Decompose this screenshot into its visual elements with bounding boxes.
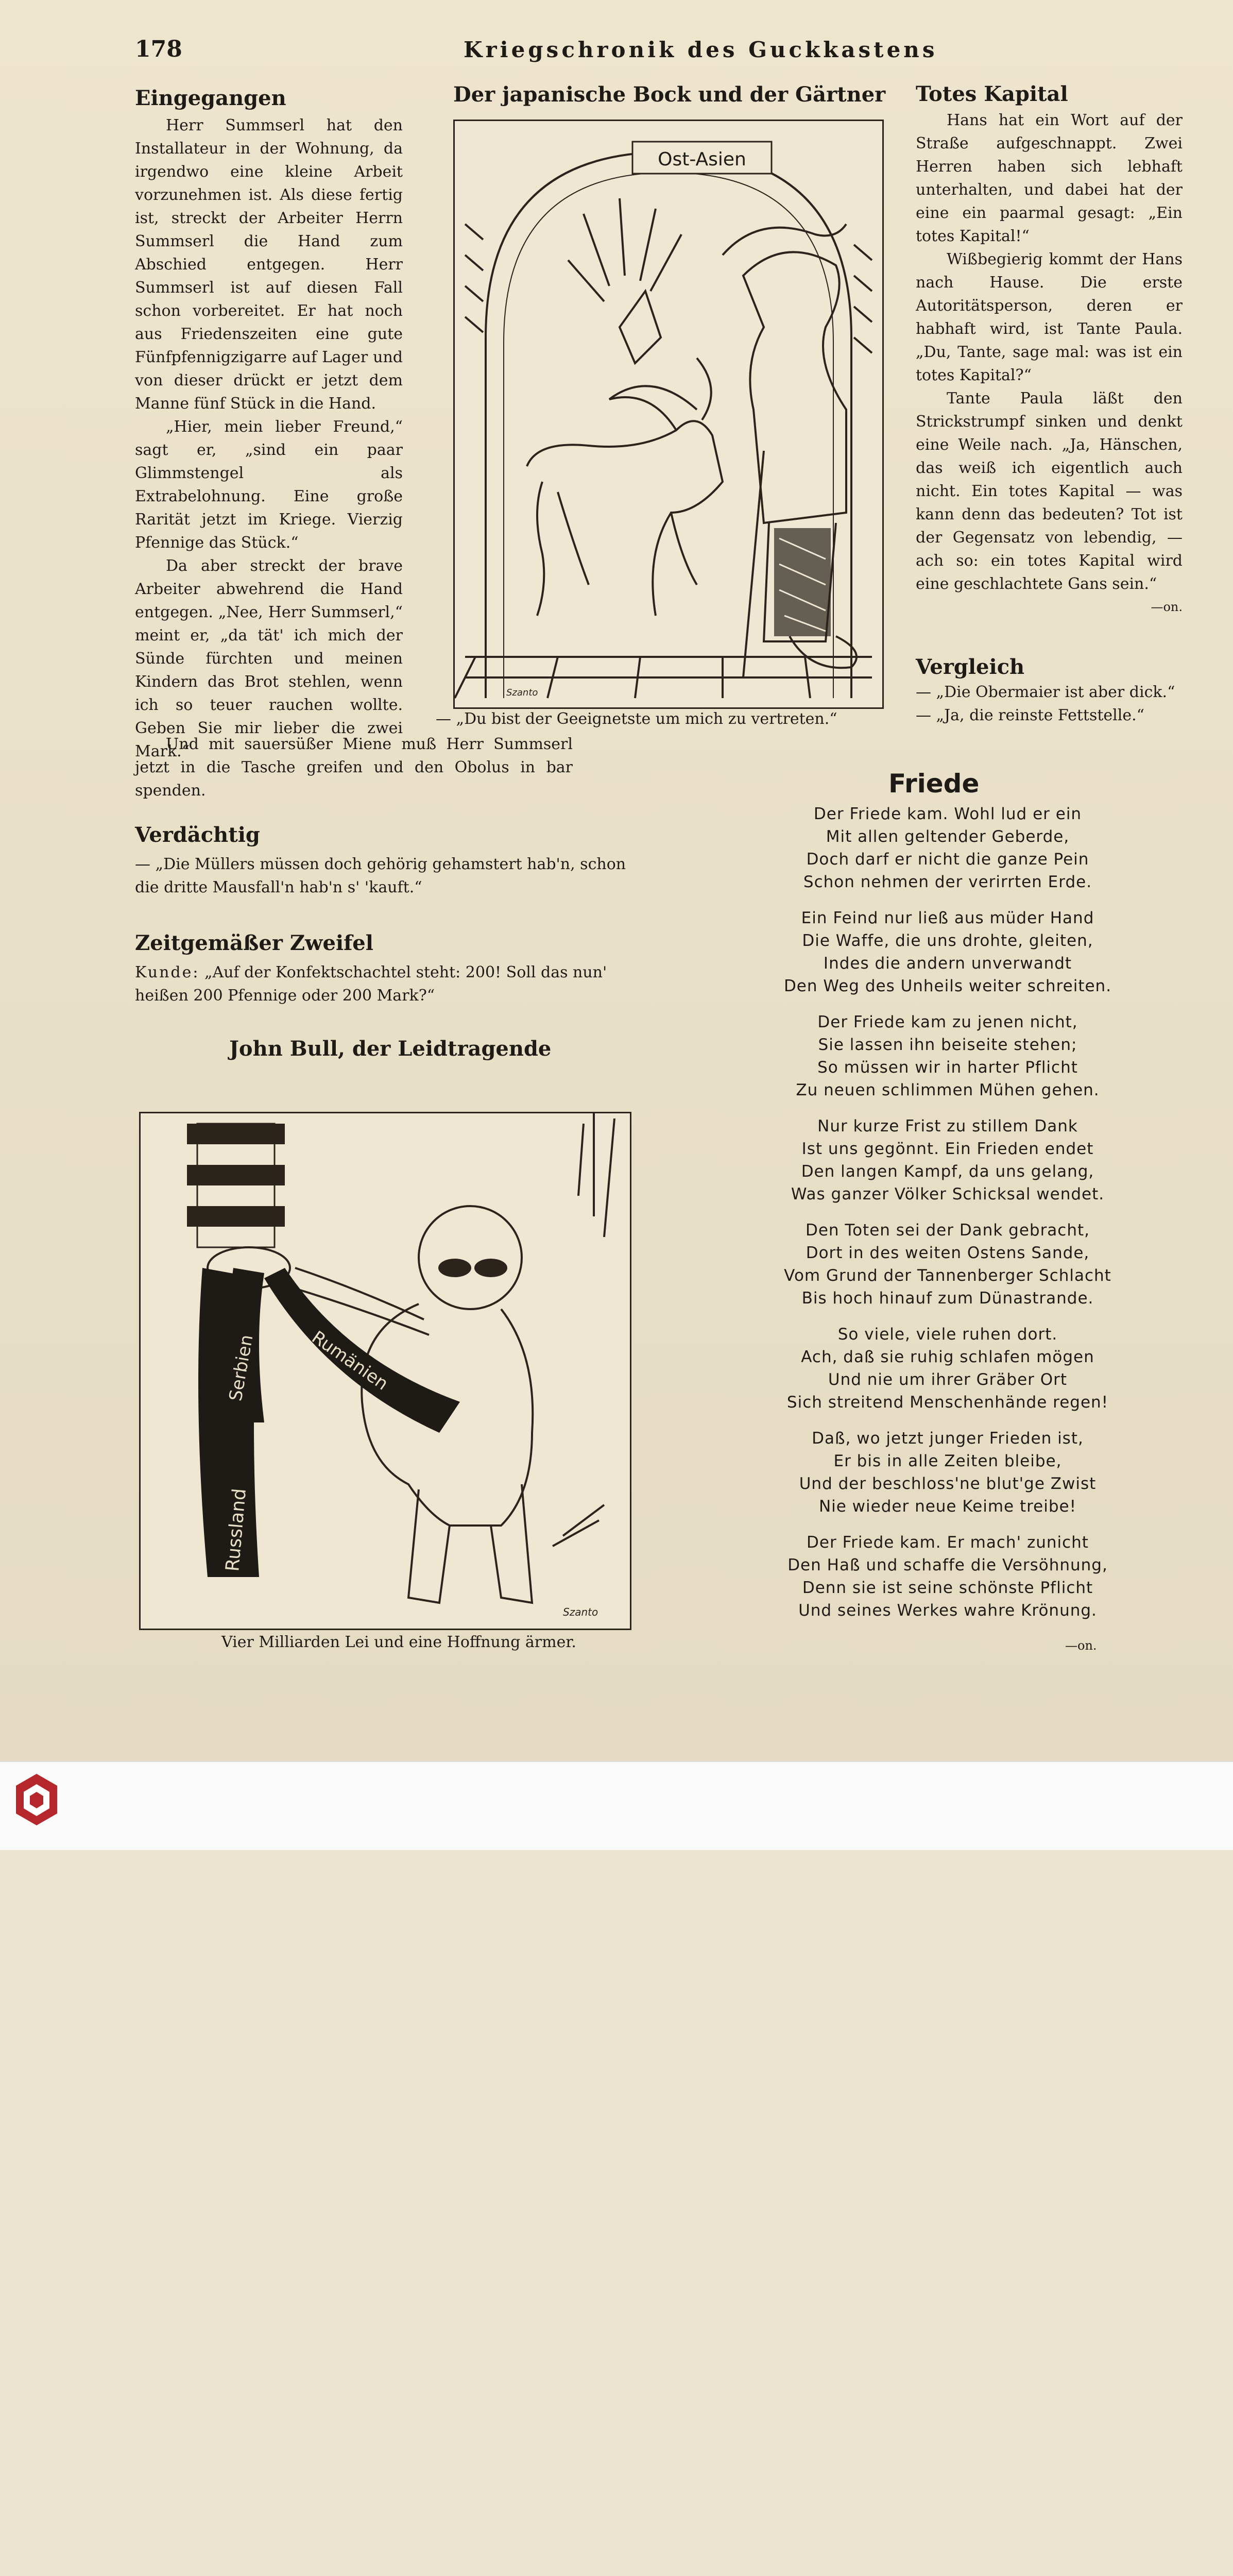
sash-label-rumaenien: Rumänien [307, 1327, 392, 1395]
poem-line: Was ganzer Völker Schicksal wendet. [791, 1185, 1105, 1204]
article-verdaechtig [135, 823, 645, 899]
viewer-footer [0, 1761, 1233, 1850]
article-totes-kapital [916, 82, 1183, 619]
cartoon-japanese-goat [453, 120, 884, 709]
cartoon-caption: — „Du bist der Geeignetste um mich zu vertreten.“ [436, 710, 837, 728]
poem-signature: —on. [1065, 1638, 1097, 1653]
goat-gardener-illustration [455, 121, 882, 707]
article-paragraph: Herr Summserl hat den Installateur in der Wohnung, da irgendwo eine kleine Arbeit vorzunehmen ist. Als diese fertig ist, streckt der Arbeiter Herrn Summserl die Hand zum Abschied entgegen. Herr Summserl ist auf diesen Fall schon vorbereitet. Er hat noch aus Friedenszeiten eine gute Fünfpfennigzigarre auf Lager und von dieser drückt er jetzt dem Manne fünf Stück in die Hand. [135, 116, 403, 413]
article-heading: Totes Kapital [916, 82, 1068, 106]
poem-line: Der Friede kam. Wohl lud er ein [813, 805, 1082, 823]
article-signature: —on. [1151, 600, 1183, 614]
poem-stanza [716, 1427, 1179, 1518]
article-heading: Vergleich [916, 655, 1025, 679]
poem-line: So viele, viele ruhen dort. [837, 1325, 1058, 1344]
poem-stanza [716, 1323, 1179, 1414]
running-title: Kriegschronik des Guckkastens [464, 37, 938, 62]
poem-line: Nie wieder neue Keime treibe! [818, 1497, 1077, 1516]
article-heading: Zeitgemäßer Zweifel [135, 931, 373, 955]
poem-line: Dort in des weiten Ostens Sande, [806, 1244, 1090, 1262]
poem-line: Die Waffe, die uns drohte, gleiten, [802, 931, 1093, 950]
page-number: 178 [135, 36, 182, 62]
article-paragraph: Tante Paula läßt den Strickstrumpf sinken und denkt eine Weile nach. „Ja, Hänschen, das weiß ich eigentlich auch nicht. Ein totes Kapital — was kann denn das bedeuten? Tot ist der Gegensatz von lebendig, — ach so: ein totes Kapital wird eine geschlachtete Gans sein.“ [916, 389, 1183, 593]
article-paragraph: Hans hat ein Wort auf der Straße aufgeschnappt. Zwei Herren haben sich lebhaft unterhalten, und dabei hat der eine ein paarmal gesagt: „Ein totes Kapital!“ [916, 111, 1183, 245]
article-text [135, 961, 645, 1007]
dialogue-line: — „Ja, die reinste Fettstelle.“ [916, 706, 1144, 724]
artist-signature: Szanto [506, 687, 538, 698]
poem-title: Friede [888, 769, 980, 799]
sash-label-serbien: Serbien [225, 1333, 258, 1403]
poem-line: Sich streitend Menschenhände regen! [786, 1393, 1109, 1412]
poem-line: Und seines Werkes wahre Krönung. [798, 1601, 1097, 1620]
poem-line: Vom Grund der Tannenberger Schlacht [784, 1266, 1111, 1285]
cartoon-john-bull [139, 1112, 631, 1630]
poem-line: Schon nehmen der verirrten Erde. [803, 873, 1092, 891]
cartoon-heading: John Bull, der Leidtragende [229, 1037, 552, 1061]
poem-line: Ach, daß sie ruhig schlafen mögen [801, 1348, 1094, 1366]
poem-line: Der Friede kam. Er mach' zunicht [807, 1533, 1089, 1552]
poem-line: Mit allen geltender Geberde, [826, 827, 1070, 846]
poem-line: Doch darf er nicht die ganze Pein [806, 850, 1089, 869]
poem-line: Er bis in alle Zeiten bleibe, [833, 1452, 1062, 1470]
poem-line: Nur kurze Frist zu stillem Dank [817, 1117, 1078, 1136]
article-vergleich [916, 655, 1204, 727]
poem-line: Bis hoch hinauf zum Dünastrande. [801, 1289, 1094, 1308]
article-heading: Eingegangen [135, 86, 286, 110]
poem-line: Der Friede kam zu jenen nicht, [817, 1013, 1078, 1031]
poem-stanza [716, 1531, 1179, 1622]
cartoon-caption: Vier Milliarden Lei und eine Hoffnung ärmer. [221, 1633, 576, 1651]
poem-stanza [716, 1115, 1179, 1206]
article-paragraph: Wißbegierig kommt der Hans nach Hause. Die erste Autoritätsperson, deren er habhaft wird, ist Tante Paula. „Du, Tante, sage mal: was ist ein totes Kapital?“ [916, 250, 1183, 384]
poem-line: Ist uns gegönnt. Ein Frieden endet [801, 1140, 1094, 1158]
poem-stanza [716, 1011, 1179, 1101]
poem-line: Indes die andern unverwandt [823, 954, 1072, 973]
article-text: — „Die Müllers müssen doch gehörig gehamstert hab'n, schon die dritte Mausfall'n hab'n s' 'kauft.“ [135, 855, 626, 896]
poem-line: Den Haß und schaffe die Versöhnung, [787, 1556, 1108, 1574]
sash-label-russland: Russland [222, 1487, 251, 1572]
cartoon-heading: Der japanische Bock und der Gärtner [453, 82, 886, 107]
poem-line: Den Weg des Unheils weiter schreiten. [783, 977, 1112, 995]
article-paragraph: Da aber streckt der brave Arbeiter abwehrend die Hand entgegen. „Nee, Herr Summserl,“ meint er, „da tät' ich mich der Sünde fürchten und meinen Kindern das Brot stehlen, wenn ich so teuer rauchen wollte. Geben Sie mir lieber die zwei Mark.“ [135, 557, 403, 760]
article-heading: Verdächtig [135, 823, 260, 847]
article-paragraph: „Hier, mein lieber Freund,“ sagt er, „sind ein paar Glimmstengel als Extrabelohnung. Eine große Rarität jetzt im Kriege. Vierzig Pfennige das Stück.“ [135, 418, 403, 552]
article-zweifel [135, 931, 645, 1007]
sign-text: Ost-Asien [658, 149, 746, 170]
speaker-quote: „Auf der Konfektschachtel steht: 200! Soll das nun' heißen 200 Pfennige oder 200 Mark?“ [135, 963, 607, 1005]
john-bull-illustration [141, 1113, 630, 1629]
poem-line: So müssen wir in harter Pflicht [817, 1058, 1078, 1077]
poem-line: Sie lassen ihn beiseite stehen; [818, 1036, 1077, 1054]
poem-line: Zu neuen schlimmen Mühen gehen. [796, 1081, 1100, 1099]
poem-line: Und nie um ihrer Gräber Ort [828, 1370, 1068, 1389]
poem-stanza [716, 803, 1179, 893]
university-logo-icon [13, 1771, 60, 1828]
article-paragraph: Und mit sauersüßer Miene muß Herr Summserl jetzt in die Tasche greifen und den Obolus in bar spenden. [135, 735, 573, 800]
article-eingegangen-ending [135, 733, 573, 802]
poem-line: Und der beschloss'ne blut'ge Zwist [799, 1475, 1097, 1493]
poem-friede [716, 803, 1179, 1635]
poem-line: Daß, wo jetzt junger Frieden ist, [812, 1429, 1084, 1448]
poem-stanza [716, 1219, 1179, 1310]
poem-stanza [716, 907, 1179, 997]
speaker-label: Kunde: [135, 963, 200, 981]
poem-line: Denn sie ist seine schönste Pflicht [802, 1579, 1093, 1597]
dialogue-line: — „Die Obermaier ist aber dick.“ [916, 683, 1175, 701]
poem-line: Ein Feind nur ließ aus müder Hand [801, 909, 1094, 927]
poem-line: Den Toten sei der Dank gebracht, [805, 1221, 1090, 1240]
poem-line: Den langen Kampf, da uns gelang, [801, 1162, 1094, 1181]
artist-signature: Szanto [563, 1606, 598, 1618]
article-eingegangen [135, 87, 403, 763]
